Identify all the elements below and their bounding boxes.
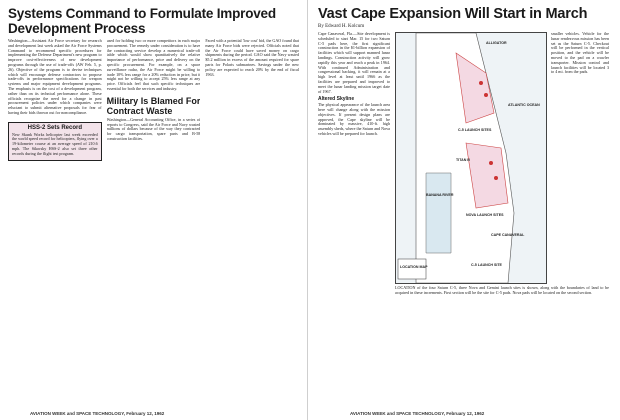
left-page xyxy=(0,0,308,420)
map-label-8: LOCATION MAP xyxy=(400,265,428,269)
map-label-6: BANANA RIVER xyxy=(426,193,454,197)
right-page xyxy=(310,0,620,420)
left-subhead: Military Is Blamed For Contract Waste xyxy=(106,95,201,116)
right-col3-text: smaller vehicles. Vehicle for the lunar rendezvous mission has been set as the Saturn C-5. Checkout will be performed in the vertical position, and the vehicle will be moved to the pad on a crawler transporter. Mission control and launch facilities will be located 3 to 4 mi. from the pads. xyxy=(551,31,609,75)
left-col2-text: used for holding two or more competitors in each major procurement. The remedy under consideration is to have the contracting service develop a numerical trade-off table which would show quantitatively the relative importance of performance, price and delivery on the specific procurement. For example, on a space surveillance radar, the Air Force might be willing to trade 10% less range for a 20% reduction in price, but it might not be willing to accept 25% less range at any price. Officials feel that such specific techniques are essential for both the services and industry. xyxy=(106,39,201,91)
left-footer: AVIATION WEEK and SPACE TECHNOLOGY, February 12, 1962 xyxy=(30,411,165,416)
right-column-1 xyxy=(318,32,390,300)
map-label-4: CAPE CANAVERAL xyxy=(491,233,525,237)
left-col2b-text: Washington—General Accounting Office, in a series of reports to Congress, said the Air Force and Navy wasted millions of dollars because of the way they contracted for cargo transportation, spare parts and B-58 construction facilities. xyxy=(106,116,201,141)
map-label-3: NOVA LAUNCH SITES xyxy=(466,213,504,217)
right-figure-area xyxy=(395,32,609,300)
byline: By Edward H. Kolcum xyxy=(318,24,365,29)
right-headline: Vast Cape Expansion Will Start in March xyxy=(318,6,588,22)
box-title: HSS-2 Sets Record xyxy=(27,124,83,131)
box-text: New Skunk Works helicopter last week exceeded the world speed record for helicopters, flying over a 19-kilometer course at an average speed of 210.6 mph. The Sikorsky HSS-2 also set three other records during the flight test program. xyxy=(12,131,98,156)
left-columns xyxy=(8,39,299,161)
right-column-3 xyxy=(551,32,609,284)
left-column-1 xyxy=(8,39,102,161)
right-subhead: Altered Skyline xyxy=(318,96,355,103)
left-column-2 xyxy=(107,39,201,161)
left-column-3 xyxy=(205,39,299,161)
map-label-7: C-5 LAUNCH SITE xyxy=(471,263,502,267)
map-caption: LOCATION of the four Saturn C-5, three Nova and Gemini launch sites is shown, along with the boundaries of land to be acquired in these increments. First section will be the site for C-5 pads. Nova pads will be located on the second section. xyxy=(395,285,609,295)
right-col1b-text: The physical appearance of the launch area here will change along with the mission objectives. If present design plans are approved, the Cape skyline will be dominated by massive, 410-ft. high assembly sheds, where the Saturn and Nova vehicles will be prepared for launch. xyxy=(318,102,390,136)
map-label-0: ALLIGATOR xyxy=(486,41,507,45)
map-label-2: C-5 LAUNCH SITES xyxy=(458,128,492,132)
map-graphic xyxy=(396,33,546,283)
left-col1-text: Washington—Assistant Air Force secretary for research and development last week asked the Air Force Systems Command to recommend specific procedures for implementing the Defense Department's new program to improve cost-effectiveness of new development programs through the use of trade-offs (AW Feb. 5, p. 26). Objective of the program is to devise techniques which will encourage defense contractors to propose trade-offs in performance specifications for weapon systems and major equipment development programs. The emphasis is on the cost of a development program, rather than on its technical performance alone. These officials recognize the need for a change in past procurement policies under which companies were reluctant to submit alternative proposals for fear of having their bids thrown out for noncompliance. xyxy=(8,39,102,115)
right-columns xyxy=(318,32,612,300)
right-footer: AVIATION WEEK and SPACE TECHNOLOGY, February 12, 1962 xyxy=(350,411,485,416)
location-map xyxy=(395,32,547,284)
left-col3-text: Faced with a potential 'low cost' bid, the GAO found that many Air Force bids were rejected. Officials noted that the Air Force could have saved money on cargo shipments during the period. GAO said the Navy wasted $5.2 million in excess of the amount required for spare parts for Polaris submarines. Savings under the new policy are expected to reach 20% by the end of fiscal 1963. xyxy=(205,39,300,77)
map-label-1: ATLANTIC OCEAN xyxy=(508,103,540,107)
right-col1-text: Cape Canaveral, Fla.—Site development is scheduled to start Mar. 15 for two Saturn C-5 pads here, the first significant construction in the $1-billion expansion of facilities which will support manned lunar landings. Construction activity will grow rapidly this year and reach a peak in 1964. With continued Administration and congressional backing, it will remain at a high level at least until 1966 as the facilities are prepared and improved to meet the lunar landing mission target date of 1967. xyxy=(318,31,390,94)
map-label-5: TITAN III xyxy=(456,158,471,162)
sidebar-box xyxy=(8,122,102,161)
left-headline: Systems Command to Formulate Improved Development Process xyxy=(8,6,276,36)
